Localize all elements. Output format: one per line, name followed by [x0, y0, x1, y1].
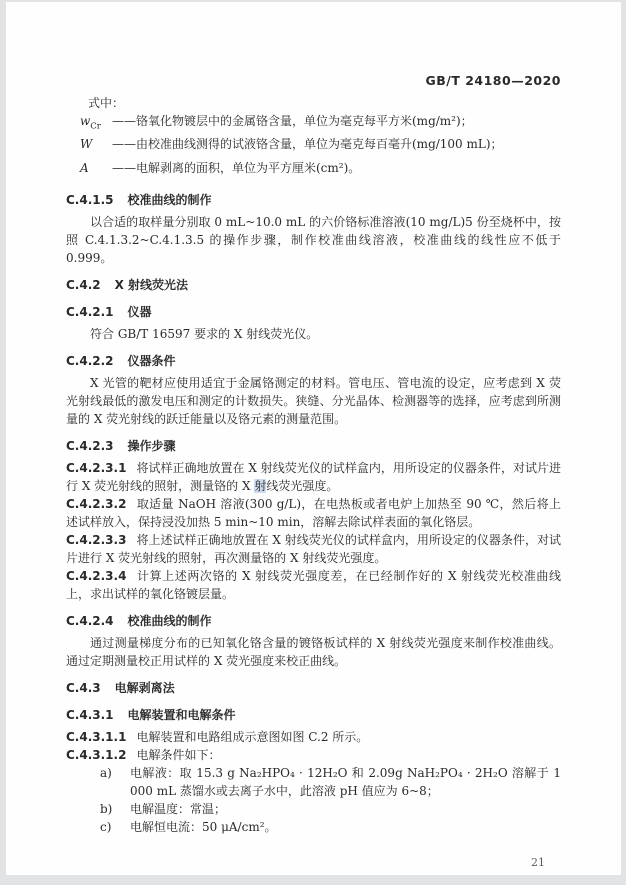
list-item-label: b) — [100, 802, 113, 817]
list-item-label: a) — [100, 766, 112, 781]
heading-title: 校准曲线的制作 — [127, 614, 212, 629]
heading-number: C.4.2.4 — [66, 614, 114, 629]
formula-key-item — [66, 159, 561, 182]
formula-key-item — [66, 112, 561, 135]
clause-text: 取适量 NaOH 溶液(300 g/L)，在电热板或者电炉上加热至 90 ℃，然后将上述试样放入，保持浸没加热 5 min~10 min，溶解去除试样表面的氧化铬层。 — [66, 497, 561, 530]
section-heading-c42 — [66, 276, 561, 294]
clause-number: C.4.3.1.1 — [66, 730, 127, 745]
section-heading-c43 — [66, 679, 561, 697]
section-heading-c431 — [66, 706, 561, 724]
heading-number: C.4.1.5 — [66, 193, 114, 208]
clause-c4231 — [66, 459, 561, 495]
symbol-base: A — [80, 160, 89, 175]
clause-text: 计算上述两次铬的 X 射线荧光强度差，在已经制作好的 X 射线荧光校准曲线上，求出试样的氧化铬镀层量。 — [66, 569, 561, 602]
heading-number: C.4.2.3 — [66, 439, 114, 454]
heading-title: 电解剥离法 — [114, 681, 175, 696]
clause-number: C.4.2.3.2 — [66, 497, 127, 512]
clause-number: C.4.2.3.4 — [66, 569, 127, 584]
definition-text: 由校准曲线测得的试液铬含量，单位为毫克每百毫升(mg/100 mL)； — [136, 137, 503, 152]
page-content — [6, 2, 621, 872]
heading-number: C.4.3 — [66, 681, 101, 696]
paragraph-c424: 通过测量梯度分布的已知氧化铬含量的镀铬板试样的 X 射线荧光强度来制作校准曲线。通过定期测量校正用试样的 X 荧光强度来校正曲线。 — [66, 636, 561, 669]
formula-symbol — [80, 112, 112, 135]
section-heading-c424 — [66, 612, 561, 630]
formula-symbol — [80, 135, 112, 158]
list-item-text: 电解恒电流：50 μA/cm²。 — [130, 820, 277, 835]
definition-dash: —— — [112, 114, 136, 128]
heading-number: C.4.2.2 — [66, 354, 114, 369]
clause-c4233 — [66, 531, 561, 567]
clause-number: C.4.3.1.2 — [66, 748, 127, 763]
list-item-text: 电解液：取 15.3 g Na₂HPO₄ · 12H₂O 和 2.09g NaH₂PO₄ · 2H₂O 溶解于 1 000 mL 蒸馏水或去离子水中，此溶液 pH 值应为 6~8； — [130, 766, 561, 799]
formula-key-item — [66, 135, 561, 158]
clause-text: 将上述试样正确地放置在 X 射线荧光仪的试样盒内，用所设定的仪器条件，对试片进行 X 荧光射线的照射，再次测量铬的 X 射线荧光强度。 — [66, 533, 561, 566]
clause-text: 将试样正确地放置在 X 射线荧光仪的试样盒内，用所设定的仪器条件，对试片进行 X 荧光射线的照射，测量铬的 X — [66, 461, 561, 494]
formula-symbol — [80, 159, 112, 182]
section-heading-c415 — [66, 191, 561, 209]
symbol-base: W — [80, 137, 93, 152]
clause-text: 电解装置和电路组成示意图如图 C.2 所示。 — [136, 730, 369, 745]
search-highlight: 射 — [254, 479, 267, 494]
document-page — [6, 2, 621, 875]
clause-c4232 — [66, 495, 561, 531]
formula-key-list — [66, 112, 561, 182]
definition-dash: —— — [112, 137, 136, 152]
section-heading-c421 — [66, 303, 561, 321]
definition-text: 铬氧化物镀层中的金属铬含量，单位为毫克每平方米(mg/m²)； — [136, 114, 473, 128]
paragraph-c415: 以合适的取样量分别取 0 mL~10.0 mL 的六价铬标准溶液(10 mg/L)5 份至烧杯中，按照 C.4.1.3.2~C.4.1.3.5 的操作步骤，制作校准曲线溶液，校准曲线的线性应不低于 0.999。 — [66, 215, 561, 266]
page-number: 21 — [531, 856, 545, 870]
clause-number: C.4.2.3.3 — [66, 533, 127, 548]
heading-title: X 射线荧光法 — [114, 278, 189, 293]
heading-title: 校准曲线的制作 — [127, 193, 212, 208]
clause-c4312 — [66, 746, 561, 764]
clause-text: 电解条件如下： — [136, 748, 221, 763]
clause-c4234 — [66, 567, 561, 603]
list-item — [66, 800, 561, 818]
paragraph-c421: 符合 GB/T 16597 要求的 X 射线荧光仪。 — [90, 327, 319, 342]
list-item — [66, 764, 561, 800]
clause-number: C.4.2.3.1 — [66, 461, 127, 476]
heading-title: 电解装置和电解条件 — [127, 708, 236, 723]
heading-title: 操作步骤 — [127, 439, 176, 454]
standard-number-header: GB/T 24180—2020 — [425, 73, 561, 88]
definition-text: 电解剥离的面积，单位为平方厘米(cm²)。 — [136, 160, 361, 175]
section-heading-c422 — [66, 352, 561, 370]
paragraph-c422: X 光管的靶材应使用适宜于金属铬测定的材料。管电压、管电流的设定，应考虑到 X 荧光射线最低的激发电压和测定的计数损失。狭缝、分光晶体、检测器等的选择，应考虑到所测量的 X 荧光射线的跃迁能量以及铬元素的测量范围。 — [66, 376, 561, 427]
symbol-base: w — [80, 114, 91, 128]
heading-title: 仪器条件 — [127, 354, 176, 369]
heading-number: C.4.2 — [66, 278, 101, 293]
list-item-text: 电解温度：常温； — [130, 802, 227, 817]
symbol-subscript: Cr — [90, 121, 101, 132]
list-item-label: c) — [100, 820, 112, 835]
definition-dash: —— — [112, 160, 136, 175]
heading-number: C.4.2.1 — [66, 305, 114, 320]
formula-key-intro: 式中： — [88, 96, 125, 110]
clause-c4311 — [66, 728, 561, 746]
list-item — [66, 818, 561, 836]
heading-title: 仪器 — [127, 305, 152, 320]
clause-text: 线荧光强度。 — [266, 479, 339, 494]
electrolysis-conditions-list — [66, 764, 561, 836]
section-heading-c423 — [66, 437, 561, 455]
heading-number: C.4.3.1 — [66, 708, 114, 723]
